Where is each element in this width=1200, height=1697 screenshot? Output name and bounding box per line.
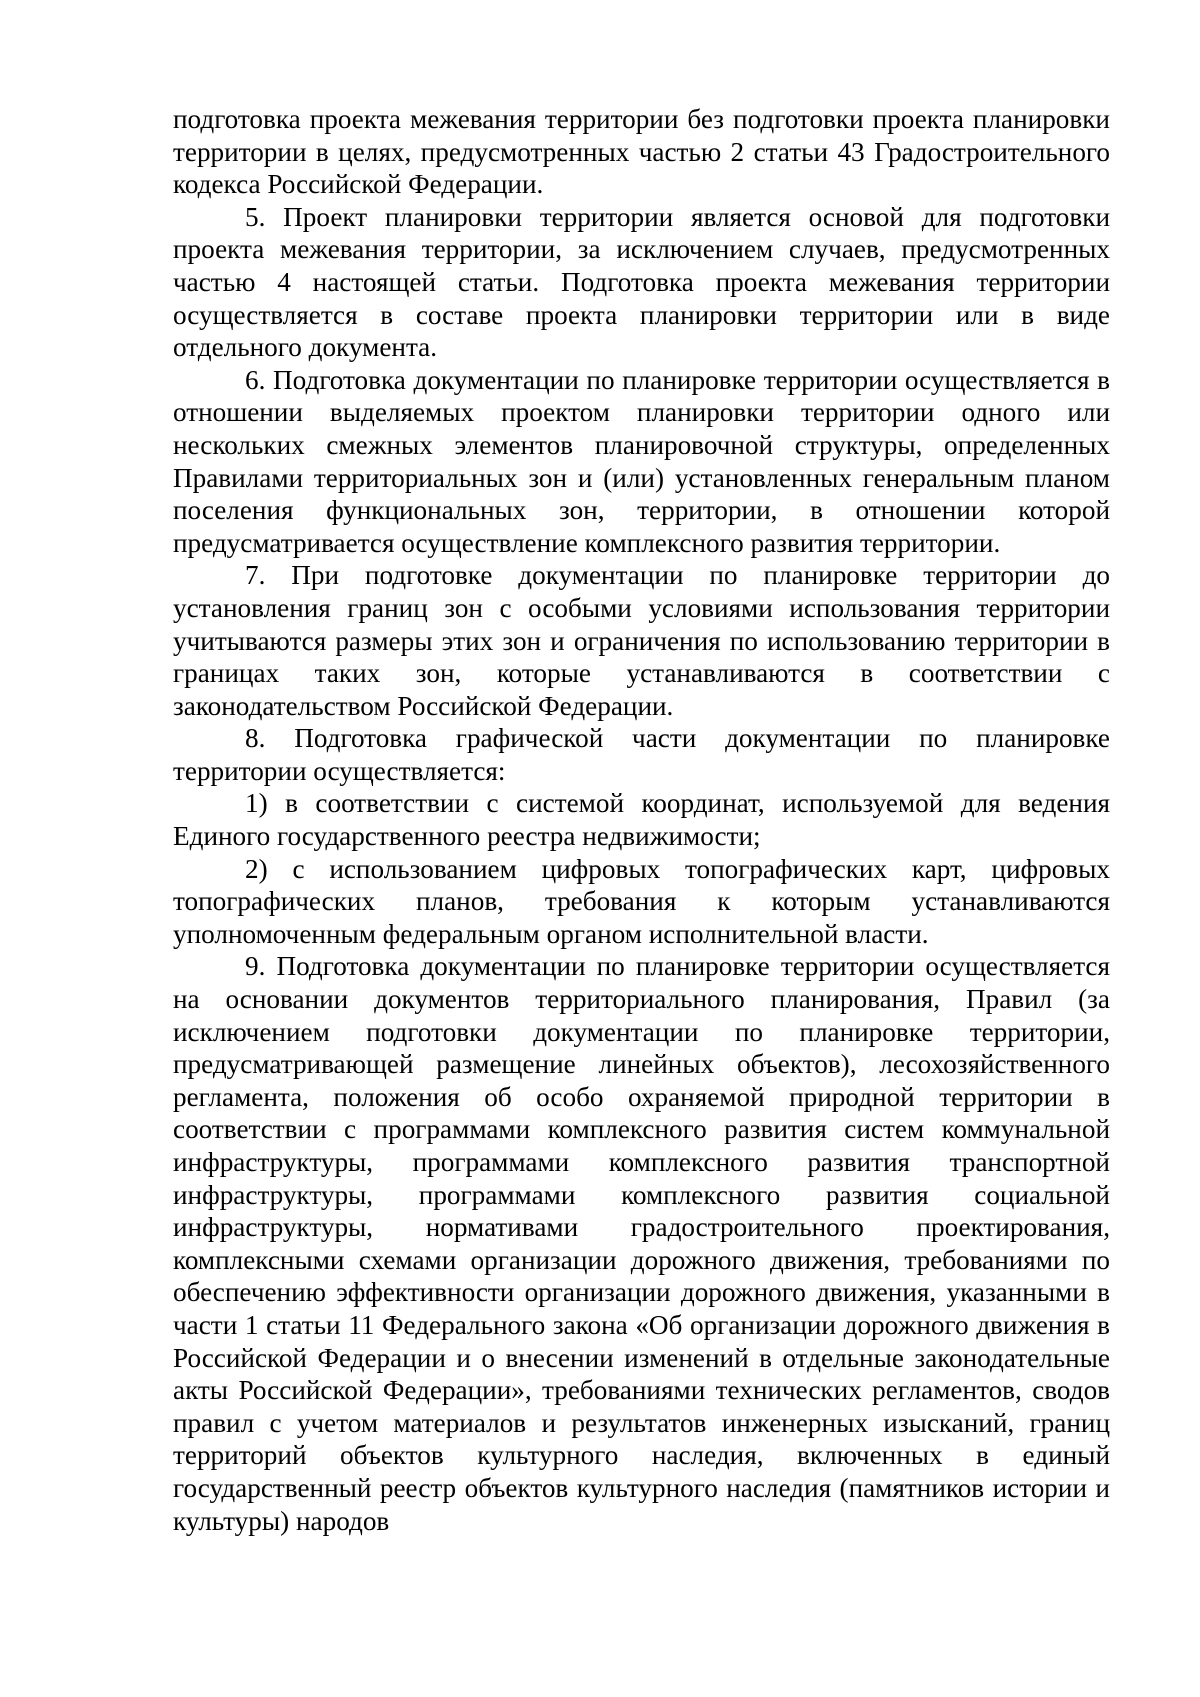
document-page bbox=[173, 103, 1110, 1537]
paragraph-8: 8. Подготовка графической части документации по планировке территории осуществляется: bbox=[173, 723, 1110, 786]
paragraph-continuation: подготовка проекта межевания территории без подготовки проекта планировки территории в целях, предусмотренных частью 2 статьи 43 Градостроительного кодекса Российской Федерации. bbox=[173, 104, 1110, 200]
list-item-1: 1) в соответствии с системой координат, используемой для ведения Единого государственного реестра недвижимости; bbox=[173, 788, 1110, 852]
paragraph-7: 7. При подготовке документации по планировке территории до установления границ зон с особыми условиями использования территории учитываются размеры этих зон и ограничения по использованию территории в границах таких зон, которые устанавливаются в соответствии с законодательством Российской Федерации. bbox=[173, 560, 1110, 721]
paragraph-5: 5. Проект планировки территории является основой для подготовки проекта межевания территории, за исключением случаев, предусмотренных частью 4 настоящей статьи. Подготовка проекта межевания территории осуществляется в составе проекта планировки территории или в виде отдельного документа. bbox=[173, 201, 1110, 363]
list-item-2: 2) с использованием цифровых топографических карт, цифровых топографических планов, требования к которым устанавливаются уполномоченным федеральным органом исполнительной власти. bbox=[173, 853, 1110, 949]
paragraph-9: 9. Подготовка документации по планировке территории осуществляется на основании документов территориального планирования, Правил (за исключением подготовки документации по планировке территории, предусматривающей размещение линейных объектов), лесохозяйственного регламента, положения об особо охраняемой природной территории в соответствии с программами комплексного развития систем коммунальной инфраструктуры, программами комплексного развития транспортной инфраструктуры, программами комплексного развития социальной инфраструктуры, нормативами градостроительного проектирования, комплексными схемами организации дорожного движения, требованиями по обеспечению эффективности организации дорожного движения, указанными в части 1 статьи 11 Федерального закона «Об организации дорожного движения в Российской Федерации и о внесении изменений в отдельные законодательные акты Российской Федерации», требованиями технических регламентов, сводов правил с учетом материалов и результатов инженерных изысканий, границ территорий объектов культурного наследия, включенных в единый государственный реестр объектов культурного наследия (памятников истории и культуры) народов bbox=[173, 951, 1110, 1536]
paragraph-6: 6. Подготовка документации по планировке территории осуществляется в отношении выделяемых проектом планировки территории одного или нескольких смежных элементов планировочной структуры, определенных Правилами территориальных зон и (или) установленных генеральным планом поселения функциональных зон, территории, в отношении которой предусматривается осуществление комплексного развития территории. bbox=[173, 364, 1110, 558]
